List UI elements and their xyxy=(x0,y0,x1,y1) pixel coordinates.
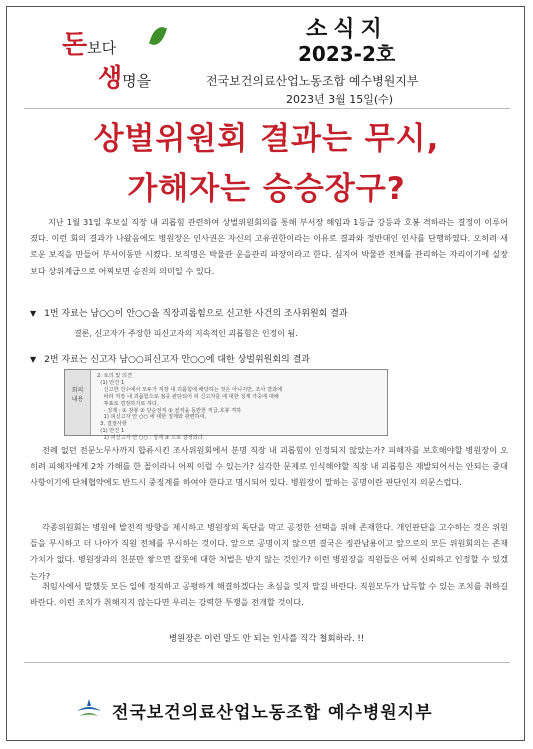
triangle-bullet-icon: ▼ xyxy=(30,355,37,364)
paragraph-4: 취임사에서 말했듯 모든 일에 정직하고 공평하게 해결하겠다는 초심을 잊지 말길 바란다. 직원모두가 납득할 수 있는 조치를 취하길 바란다. 이런 조치가 취해지지 않는다면 우리는 강력한 투쟁을 전개할 것이다. xyxy=(30,581,508,608)
paragraph-3: 각종위원회는 병원에 발전적 방향을 제시하고 병원장의 독단을 막고 공정한 선택을 위해 존재한다. 개인판단을 고수하는 것은 위원들을 무시하고 더 나아가 직원 전체를 무시하는 것이다. 앞으로 공명이지 않으면 결국은 징관남용이고 앞으로의 모든 위원회의는 존재 가치가 없다. 병원장과의 친분만 쌓으면 잘못에 대한 처벌은 받지 않는 것인가? 이런 병원장을 직원들은 어찌 신뢰하고 인정할 수 있겠는가? xyxy=(30,522,508,581)
committee-minutes-excerpt xyxy=(64,369,388,442)
union-emblem-icon xyxy=(74,698,104,720)
issue-number: 2023-2호 xyxy=(298,42,396,66)
issue-date: 2023년 3월 15일(수) xyxy=(286,93,394,106)
headline-line-1: 상벌위원회 결과는 무시, xyxy=(93,121,440,157)
bullet-item-2: ▼ 2번 자료는 신고자 남○○피신고자 안○○에 대한 상벌위원회의 결과 xyxy=(30,355,310,365)
minutes-text: 2. 토의 및 의견 (1) 안건 1 신고한 건수에서 모두가 직장 내 괴롭힘에 해당하는 것은 아니지만, 조사 결과에 따라 직장 내 괴롭힘으로 점증 판단되어 피 신고자를 에 대한 징계 가중에 대해 투표로 결정하기로 하다. - 징계 : ① 감봉 ② 단순전직 ③ 전직을 동반한 직급,호봉 격하 1) 피신고자 안 ○○ 에 대한 징계와 관련하여, 3. 결정사항 (1) 안건 1 1) 피신고자 안 ○○ : 징계 ③ 으로 결정되다. xyxy=(97,373,283,442)
footer xyxy=(74,696,474,726)
bullet-item-1: ▼ 1번 자료는 남○○이 안○○을 직장괴롭힘으로 신고한 사건의 조사위원회 결과 xyxy=(30,309,348,319)
header-divider xyxy=(24,108,510,109)
newsletter-label: 소식지 xyxy=(306,17,388,42)
triangle-bullet-icon: ▼ xyxy=(30,309,37,318)
closing-demand: 병원장은 이런 말도 안 되는 인사를 직각 철회하라. !! xyxy=(168,634,365,644)
headline-line-2: 가해자는 승승장구? xyxy=(127,171,406,207)
leaf-icon xyxy=(149,25,167,48)
intro-paragraph: 지난 1월 31일 후보실 직장 내 괴롭힘 관련하여 상벌위원회의를 통해 부서장 해임과 1등급 강등과 호봉 격하라는 결정이 이루어 졌다. 이런 회의 결과가 나왔음에도 병원장은 인사권은 자신의 고유권한이라는 이유로 결과와 정반대인 인사를 단행하였다. 오히려 새로운 보직을 만들어 부서이동만 시켰다. 보직명은 박물관 운을관리 파장이라고 한다. 심지어 박물관 전체를 관리하는 자리이기에 실장보다 상위계급으로 어찌보면 승진의 의미일 수 있다. xyxy=(30,217,508,276)
minutes-side-label: 회의 내용 xyxy=(65,370,91,435)
paragraph-2: 전례 없던 전문노무사까지 합류시킨 조사위원회에서 분명 직장 내 괴롭힘이 인정되지 않았는가? 피해자를 보호해야할 병원장이 오히려 피해자에게 2차 가해를 한 꼴이라니 어찌 이럴 수 있는가? 심각한 문제로 인식해야할 직장 내 괴롭힘은 재발되어서는 안되는 중대 사항이기에 단체협약에도 반드시 중징계를 하여야 한다고 명시되어 있다. 병원장이 말하는 공명이란 판단인지 의문스럽다. xyxy=(30,445,508,488)
investigation-result: 결론, 신고자가 주장한 피신고자의 지속적인 괴롭힘은 인정이 됨. xyxy=(74,329,298,338)
union-slogan-logo: 돈보다 생명을 xyxy=(56,20,176,90)
footer-divider xyxy=(24,662,510,663)
footer-organization: 전국보건의료산업노동조합 예수병원지부 xyxy=(112,703,433,723)
header-organization: 전국보건의료산업노동조합 예수병원지부 xyxy=(206,74,419,88)
